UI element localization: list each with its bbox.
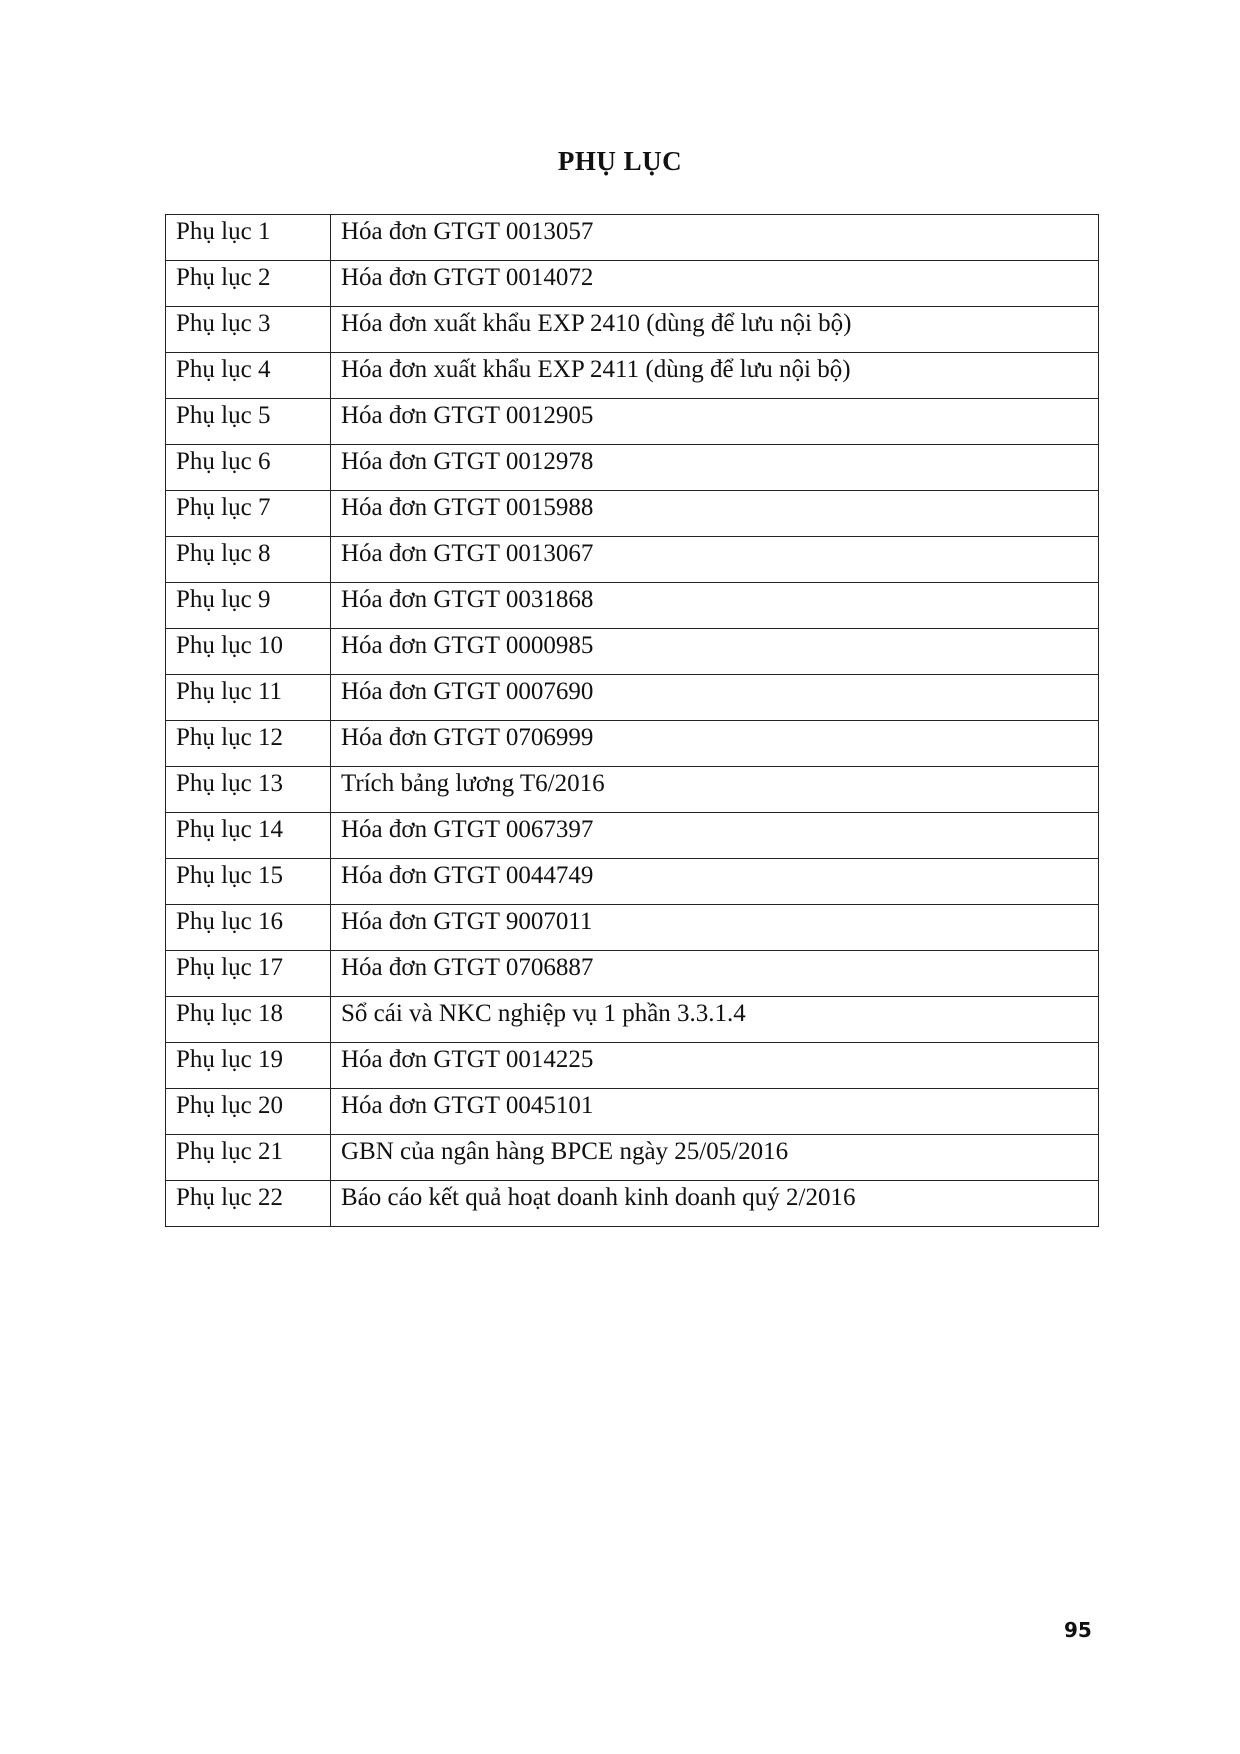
table-row bbox=[166, 491, 1099, 537]
appendix-label: Phụ lục 15 bbox=[166, 859, 331, 905]
table-row bbox=[166, 859, 1099, 905]
appendix-label: Phụ lục 12 bbox=[166, 721, 331, 767]
appendix-description: Hóa đơn GTGT 0007690 bbox=[331, 675, 1099, 721]
table-row bbox=[166, 261, 1099, 307]
appendix-description: Hóa đơn GTGT 0000985 bbox=[331, 629, 1099, 675]
appendix-description: Hóa đơn GTGT 0013057 bbox=[331, 215, 1099, 261]
appendix-label: Phụ lục 7 bbox=[166, 491, 331, 537]
table-row bbox=[166, 1181, 1099, 1227]
table-row bbox=[166, 997, 1099, 1043]
appendix-label: Phụ lục 19 bbox=[166, 1043, 331, 1089]
appendix-label: Phụ lục 17 bbox=[166, 951, 331, 997]
appendix-label: Phụ lục 3 bbox=[166, 307, 331, 353]
table-row bbox=[166, 399, 1099, 445]
appendix-description: Hóa đơn GTGT 0015988 bbox=[331, 491, 1099, 537]
appendix-label: Phụ lục 6 bbox=[166, 445, 331, 491]
table-row bbox=[166, 307, 1099, 353]
appendix-label: Phụ lục 21 bbox=[166, 1135, 331, 1181]
page-number: 95 bbox=[1064, 1618, 1092, 1642]
appendix-label: Phụ lục 18 bbox=[166, 997, 331, 1043]
table-row bbox=[166, 583, 1099, 629]
appendix-label: Phụ lục 2 bbox=[166, 261, 331, 307]
appendix-description: Hóa đơn GTGT 0013067 bbox=[331, 537, 1099, 583]
table-row bbox=[166, 675, 1099, 721]
appendix-label: Phụ lục 16 bbox=[166, 905, 331, 951]
appendix-label: Phụ lục 22 bbox=[166, 1181, 331, 1227]
appendix-label: Phụ lục 1 bbox=[166, 215, 331, 261]
appendix-label: Phụ lục 11 bbox=[166, 675, 331, 721]
appendix-description: Hóa đơn GTGT 0706999 bbox=[331, 721, 1099, 767]
appendix-description: Báo cáo kết quả hoạt doanh kinh doanh quý 2/2016 bbox=[331, 1181, 1099, 1227]
table-row bbox=[166, 445, 1099, 491]
appendix-description: Hóa đơn GTGT 9007011 bbox=[331, 905, 1099, 951]
table-row bbox=[166, 215, 1099, 261]
table-row bbox=[166, 813, 1099, 859]
table-row bbox=[166, 1043, 1099, 1089]
appendix-description: Trích bảng lương T6/2016 bbox=[331, 767, 1099, 813]
appendix-label: Phụ lục 13 bbox=[166, 767, 331, 813]
appendix-description: Hóa đơn GTGT 0067397 bbox=[331, 813, 1099, 859]
appendix-label: Phụ lục 10 bbox=[166, 629, 331, 675]
appendix-description: Hóa đơn GTGT 0012978 bbox=[331, 445, 1099, 491]
table-row bbox=[166, 1089, 1099, 1135]
appendix-label: Phụ lục 20 bbox=[166, 1089, 331, 1135]
appendix-label: Phụ lục 8 bbox=[166, 537, 331, 583]
appendix-description: Hóa đơn GTGT 0044749 bbox=[331, 859, 1099, 905]
table-row bbox=[166, 1135, 1099, 1181]
table-row bbox=[166, 767, 1099, 813]
appendix-description: Hóa đơn GTGT 0045101 bbox=[331, 1089, 1099, 1135]
appendix-label: Phụ lục 5 bbox=[166, 399, 331, 445]
appendix-description: Hóa đơn GTGT 0031868 bbox=[331, 583, 1099, 629]
appendix-description: GBN của ngân hàng BPCE ngày 25/05/2016 bbox=[331, 1135, 1099, 1181]
appendix-description: Hóa đơn GTGT 0014225 bbox=[331, 1043, 1099, 1089]
table-row bbox=[166, 721, 1099, 767]
table-row bbox=[166, 905, 1099, 951]
appendix-table-body bbox=[166, 215, 1099, 1227]
table-row bbox=[166, 951, 1099, 997]
appendix-description: Hóa đơn GTGT 0706887 bbox=[331, 951, 1099, 997]
appendix-label: Phụ lục 14 bbox=[166, 813, 331, 859]
appendix-description: Hóa đơn GTGT 0014072 bbox=[331, 261, 1099, 307]
page-title: PHỤ LỤC bbox=[557, 146, 683, 176]
appendix-table bbox=[165, 214, 1099, 1227]
appendix-description: Hóa đơn xuất khẩu EXP 2411 (dùng để lưu nội bộ) bbox=[331, 353, 1099, 399]
appendix-description: Hóa đơn GTGT 0012905 bbox=[331, 399, 1099, 445]
table-row bbox=[166, 537, 1099, 583]
table-row bbox=[166, 629, 1099, 675]
table-row bbox=[166, 353, 1099, 399]
appendix-label: Phụ lục 9 bbox=[166, 583, 331, 629]
appendix-label: Phụ lục 4 bbox=[166, 353, 331, 399]
appendix-description: Sổ cái và NKC nghiệp vụ 1 phần 3.3.1.4 bbox=[331, 997, 1099, 1043]
appendix-description: Hóa đơn xuất khẩu EXP 2410 (dùng để lưu nội bộ) bbox=[331, 307, 1099, 353]
